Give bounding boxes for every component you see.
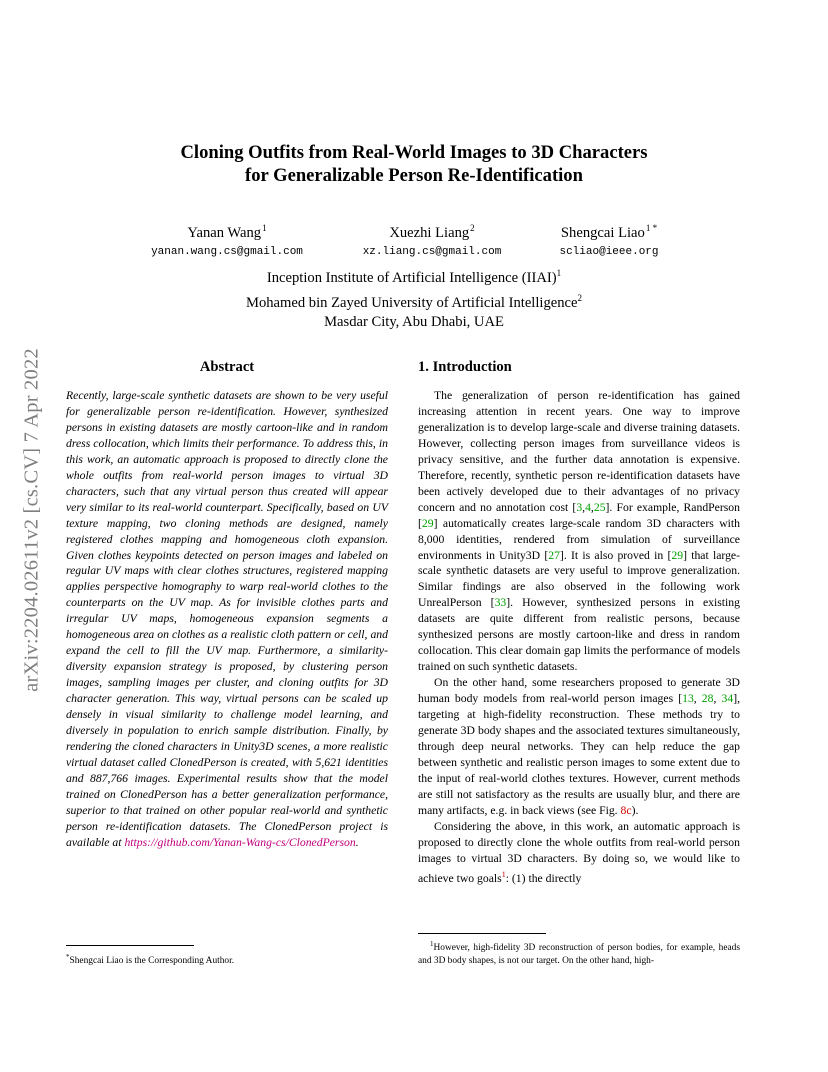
author-name: Xuezhi Liang xyxy=(389,225,470,241)
text-run: ]. For example, RandPerson [ xyxy=(418,500,740,530)
footnote-rule-left xyxy=(66,945,194,946)
affiliation-3: Masdar City, Abu Dhabi, UAE xyxy=(324,314,504,330)
paper-title xyxy=(90,141,738,187)
text-run: The generalization of person re-identification has gained increasing attention in recent years. One way to improve generalization is to develop large-scale and diverse training datasets. However, collecting person images from surveillance videos is privacy sensitive, and the further data annotation is expensive. Therefore, recently, synthetic person re-identification datasets have been actively developed due to their advantages of no privacy concern and no annotation cost [ xyxy=(418,389,740,514)
author-mark: 2 xyxy=(470,223,475,233)
author-name: Yanan Wang xyxy=(187,225,262,241)
text-run: : (1) the directly xyxy=(505,871,582,885)
citation-link[interactable]: 3 xyxy=(576,500,583,514)
left-column xyxy=(66,358,388,851)
footnote-ref-link[interactable]: 1 xyxy=(501,869,506,879)
author-3 xyxy=(540,219,678,258)
text-run: ] that large-scale synthetic datasets are very useful to improve generalization. Similar findings are also observed in the following work UnrealPerson [ xyxy=(418,548,740,610)
abstract-text: Recently, large-scale synthetic datasets are shown to be very useful for generalizable person re-identification. However, synthesized persons in existing datasets are mostly cartoon-like and in random dress collocation, which limits their performance. To address this, in this work, an automatic approach is proposed to directly clone the whole outfits from real-world person images to virtual 3D characters, such that any virtual person thus created will appear very similar to its real-world counterpart. Specifically, based on UV texture mapping, two cloning methods are designed, namely registered clothes mapping and homogeneous cloth expansion. Given clothes keypoints detected on person images and labeled on regular UV maps with clear clothes structures, registered mapping applies perspective homography to warp real-world clothes to the counterparts on the UV map. As for invisible clothes parts and irregular UV maps, homogeneous expansion segments a homogeneous area on clothes as a realistic cloth pattern or cell, and expand the cell to fill the UV map. Furthermore, a similarity-diversity expansion strategy is proposed, by clustering person images, sampling images per cluster, and cloning outfits for 3D character generation. This way, virtual persons can be scaled up densely in visual similarity to challenge model learning, and diversely in population to enrich sample distribution. Finally, by rendering the cloned characters in Unity3D scenes, a more realistic virtual dataset called ClonedPerson is created, with 5,621 identities and 887,766 images. Experimental results show that the model trained on ClonedPerson has a better generalization performance, superior to that trained on other popular real-world and synthetic person re-identification datasets. The ClonedPerson project is available at https://github.com/Yanan-Wang-cs/ClonedPerson. xyxy=(66,389,388,849)
text-run: ]. However, synthesized persons in existing datasets are quite different from realistic persons, because synthesized persons are mostly cartoon-like and dress in random collocation. This clear domain gap limits the performance of models trained on such synthetic datasets. xyxy=(418,596,740,674)
intro-paragraph-3 xyxy=(418,819,740,887)
author-email: xz.liang.cs@gmail.com xyxy=(362,246,502,258)
affiliation-1: Inception Institute of Artificial Intelligence (IIAI)$^1$ xyxy=(266,268,562,286)
text-run: , xyxy=(590,500,594,514)
footnote-rule-right xyxy=(418,933,546,934)
title-line-2: for Generalizable Person Re-Identification xyxy=(245,165,583,186)
citation-link[interactable]: 28 xyxy=(701,692,714,706)
text-run: Considering the above, in this work, an automatic approach is proposed to directly clone the whole outfits from real-world person images to virtual 3D characters. By doing so, we would like to achieve two goals xyxy=(418,819,740,885)
text-run: , xyxy=(713,692,722,706)
text-run: , xyxy=(582,500,586,514)
footnote-1: $^1$However, high-fidelity 3D reconstruction of person bodies, for example, heads and 3D body shapes, is not our target. On the other hand, high- xyxy=(418,940,740,966)
citation-link[interactable]: 33 xyxy=(494,596,507,610)
figure-ref-link[interactable]: 8c xyxy=(620,803,632,817)
footnote-corresponding-author: *Shengcai Liao is the Corresponding Author. xyxy=(66,953,235,966)
text-run: On the other hand, some researchers proposed to generate 3D human body models from real-world person images [ xyxy=(418,676,740,706)
intro-paragraph-1 xyxy=(418,388,740,675)
right-column xyxy=(418,358,740,887)
citation-link[interactable]: 29 xyxy=(421,516,434,530)
citation-link[interactable]: 27 xyxy=(548,548,560,562)
citation-link[interactable]: 25 xyxy=(593,500,606,514)
citation-link[interactable]: 34 xyxy=(721,692,734,706)
intro-paragraph-2 xyxy=(418,675,740,819)
affiliations xyxy=(140,264,688,333)
citation-link[interactable]: 4 xyxy=(585,500,591,514)
author-name: Shengcai Liao xyxy=(560,225,645,241)
author-mark: 1 xyxy=(262,223,267,233)
title-line-1: Cloning Outfits from Real-World Images to 3D Characters xyxy=(180,142,648,163)
author-mark: 1 * xyxy=(645,223,658,233)
affiliation-2: Mohamed bin Zayed University of Artificial Intelligence$^2$ xyxy=(245,292,582,311)
project-link[interactable]: https://github.com/Yanan-Wang-cs/ClonedPerson xyxy=(124,835,356,849)
text-run: ], targeting at high-fidelity reconstruction. These methods try to generate 3D body shapes and the associated textures simultaneously, through deep neural networks. They can help reduce the gap between synthetic and realistic person images to some extent due to the input of real-world clothes textures. However, current methods are still not satisfactory as the results are usually blur, and there are many artifacts, e.g. in back views (see Fig. xyxy=(418,692,741,817)
author-1 xyxy=(134,219,320,258)
citation-link[interactable]: 13 xyxy=(682,692,694,706)
author-email: yanan.wang.cs@gmail.com xyxy=(151,246,303,258)
abstract-heading: Abstract xyxy=(199,359,255,375)
citation-link[interactable]: 29 xyxy=(671,548,684,562)
text-run: ]. It is also proved in [ xyxy=(559,548,672,562)
arxiv-identifier: arXiv:2204.02611v2 [cs.CV] 7 Apr 2022 xyxy=(20,348,43,692)
author-2 xyxy=(347,219,517,258)
text-run: , xyxy=(693,692,702,706)
arxiv-sidebar xyxy=(12,290,52,750)
author-email: scliao@ieee.org xyxy=(559,246,659,258)
section-heading-introduction: 1. Introduction xyxy=(418,359,512,375)
text-run: ] automatically creates large-scale random 3D characters with 8,000 identities, rendered from simulation of surveillance environments in Unity3D [ xyxy=(418,516,740,562)
text-run: ). xyxy=(631,803,639,817)
